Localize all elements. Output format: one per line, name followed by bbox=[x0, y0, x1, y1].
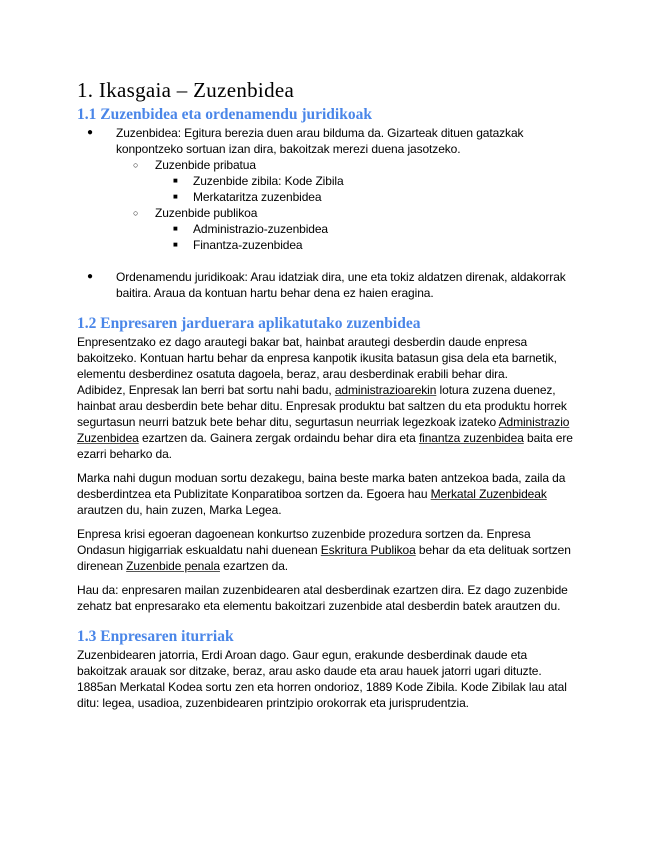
text-line bbox=[77, 526, 577, 542]
section bbox=[77, 106, 577, 301]
bullet-circle-icon: ○ bbox=[133, 160, 139, 170]
text-span: ezartzen da. bbox=[219, 559, 289, 573]
text-line bbox=[77, 502, 577, 518]
text-span: arautzen du, hain zuzen, Marka Legea. bbox=[77, 503, 282, 517]
bullet-square-icon: ■ bbox=[173, 176, 178, 185]
text-span: Merkataritza zuzenbidea bbox=[193, 190, 322, 204]
text-line bbox=[77, 558, 577, 574]
text-span: elementu desberdinez osatuta dagoela, beraz, arau desberdinak erabili behar dira. bbox=[77, 367, 508, 381]
underlined-link[interactable]: Merkatal Zuzenbideak bbox=[430, 487, 547, 501]
list-item bbox=[77, 237, 577, 253]
bullet-disc-icon: ● bbox=[87, 127, 94, 138]
text-span: bakoitzak arauak sor ditzake, beraz, arau asko daude eta arau hauek jatorri ugari dituzte. bbox=[77, 664, 542, 678]
list-item bbox=[77, 221, 577, 237]
document-page bbox=[77, 78, 577, 711]
section-heading: 1.1 Zuzenbidea eta ordenamendu juridikoak bbox=[77, 106, 372, 123]
text-line bbox=[77, 663, 577, 679]
text-line bbox=[193, 173, 577, 189]
text-span: Zuzenbide zibila: Kode Zibila bbox=[193, 174, 344, 188]
paragraph bbox=[77, 470, 577, 518]
section-heading: 1.2 Enpresaren jarduerara aplikatutako zuzenbidea bbox=[77, 315, 421, 332]
paragraph bbox=[77, 526, 577, 574]
section bbox=[77, 315, 577, 614]
underlined-link[interactable]: Eskritura Publikoa bbox=[320, 543, 416, 557]
text-line bbox=[77, 582, 577, 598]
text-line bbox=[193, 221, 577, 237]
text-line bbox=[155, 205, 577, 221]
text-line bbox=[77, 414, 577, 430]
list-item bbox=[77, 157, 577, 173]
list-item bbox=[77, 125, 577, 157]
text-span: hainbat arau desberdin bete behar ditu. Enpresak produktu bat saltzen du eta produktu horrek bbox=[77, 399, 567, 413]
underlined-link[interactable]: administrazioarekin bbox=[334, 383, 437, 397]
text-line bbox=[193, 237, 577, 253]
bullet-square-icon: ■ bbox=[173, 192, 178, 201]
bullet-circle-icon: ○ bbox=[133, 208, 139, 218]
text-span: 1885an Merkatal Kodea sortu zen eta horren ondorioz, 1889 Kode Zibila. Kode Zibilak lau atal bbox=[77, 680, 567, 694]
text-span: Zuzenbide publikoa bbox=[155, 206, 258, 220]
text-line bbox=[77, 598, 577, 614]
text-line bbox=[77, 334, 577, 350]
text-line bbox=[116, 269, 577, 285]
list-item bbox=[77, 269, 577, 301]
text-line bbox=[77, 542, 577, 558]
paragraph bbox=[77, 647, 577, 711]
section bbox=[77, 628, 577, 711]
text-span: Ordenamendu juridikoak: Arau idatziak dira, une eta tokiz aldatzen direnak, aldakorrak bbox=[116, 270, 566, 284]
text-span: ditu: legea, usadioa, zuzenbidearen printzipio orokorrak eta jurisprudentzia. bbox=[77, 696, 469, 710]
text-span: Adibidez, Enpresak lan berri bat sortu nahi badu, bbox=[77, 383, 335, 397]
text-span: Zuzenbidea: Egitura berezia duen arau bilduma da. Gizarteak dituen gatazkak bbox=[116, 126, 524, 140]
text-span: direnean bbox=[77, 559, 127, 573]
text-span: Enpresa krisi egoeran dagoenean konkurtso zuzenbide prozedura sortzen da. Enpresa bbox=[77, 527, 531, 541]
text-line bbox=[77, 350, 577, 366]
text-line bbox=[77, 486, 577, 502]
text-span: Ondasun higigarriak eskualdatu nahi duenean bbox=[77, 543, 321, 557]
text-span: desberdintzea eta Publizitate Konparatiboa sortzen da. Egoera hau bbox=[77, 487, 431, 501]
text-span: behar da eta delituak sortzen bbox=[415, 543, 571, 557]
text-span: konpontzeko sortuan izan dira, bakoitzak merezi duena jasotzeko. bbox=[116, 142, 461, 156]
text-line bbox=[116, 285, 577, 301]
text-span: ezarri beharko da. bbox=[77, 447, 172, 461]
text-span: segurtasun neurri batzuk bete behar ditu, segurtasun neurriak legezkoak izateko bbox=[77, 415, 499, 429]
text-span: bakoitzeko. Kontuan hartu behar da enpresa kanpotik ikusita batasun gisa dela eta barnetik, bbox=[77, 351, 557, 365]
bullet-square-icon: ■ bbox=[173, 240, 178, 249]
bullet-square-icon: ■ bbox=[173, 224, 178, 233]
paragraph bbox=[77, 334, 577, 462]
text-span: Zuzenbidearen jatorria, Erdi Aroan dago. Gaur egun, erakunde desberdinak daude eta bbox=[77, 648, 528, 662]
blank-line bbox=[77, 253, 577, 269]
text-span: baita ere bbox=[523, 431, 573, 445]
text-line bbox=[77, 398, 577, 414]
text-line bbox=[155, 157, 577, 173]
text-line bbox=[116, 141, 577, 157]
list-item bbox=[77, 205, 577, 221]
list-item bbox=[77, 189, 577, 205]
document-body bbox=[77, 106, 577, 711]
section-heading: 1.3 Enpresaren iturriak bbox=[77, 628, 234, 645]
text-line bbox=[77, 430, 577, 446]
text-span: ezartzen da. Gainera zergak ordaindu behar dira eta bbox=[138, 431, 419, 445]
underlined-link[interactable]: Zuzenbidea bbox=[77, 431, 139, 445]
text-line bbox=[77, 470, 577, 486]
text-span: lotura zuzena duenez, bbox=[436, 383, 556, 397]
text-line bbox=[77, 695, 577, 711]
underlined-link[interactable]: Administrazio bbox=[498, 415, 570, 429]
text-span: Zuzenbide pribatua bbox=[155, 158, 256, 172]
list-item bbox=[77, 173, 577, 189]
text-span: Administrazio-zuzenbidea bbox=[193, 222, 329, 236]
text-line bbox=[193, 189, 577, 205]
text-span: Enpresentzako ez dago arautegi bakar bat, hainbat arautegi desberdin daude enpresa bbox=[77, 335, 528, 349]
text-line bbox=[77, 366, 577, 382]
text-span: Finantza-zuzenbidea bbox=[193, 238, 303, 252]
text-span: Marka nahi dugun moduan sortu dezakegu, baina beste marka baten antzekoa bada, zaila da bbox=[77, 471, 566, 485]
bullet-disc-icon: ● bbox=[87, 271, 94, 282]
text-span: Hau da: enpresaren mailan zuzenbidearen atal desberdinak ezartzen dira. Ez dago zuzenbide bbox=[77, 583, 568, 597]
text-line bbox=[77, 679, 577, 695]
text-line bbox=[116, 125, 577, 141]
underlined-link[interactable]: finantza zuzenbidea bbox=[418, 431, 524, 445]
text-line bbox=[77, 382, 577, 398]
text-line bbox=[77, 647, 577, 663]
underlined-link[interactable]: Zuzenbide penala bbox=[126, 559, 220, 573]
paragraph bbox=[77, 582, 577, 614]
text-span: baitira. Araua da kontuan hartu behar dena ez haien eragina. bbox=[116, 286, 434, 300]
text-span: zehatz bat enpresarako eta elementu bakoitzari zuzenbide atal desberdin batek arautzen du. bbox=[77, 599, 561, 613]
document-title: 1. Ikasgaia – Zuzenbidea bbox=[77, 78, 295, 102]
text-line bbox=[77, 446, 577, 462]
